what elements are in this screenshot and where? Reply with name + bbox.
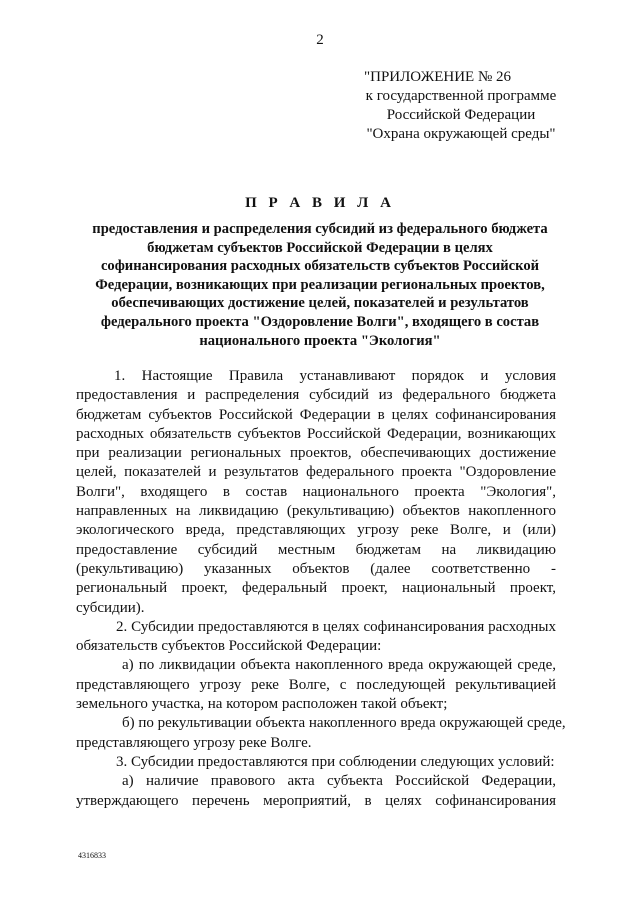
text-line: 2. Субсидии предоставляются в целях софинансирования расходных: [116, 618, 556, 635]
text-line: предоставление субсидий местным бюджетам на ликвидацию: [76, 541, 556, 558]
text-line: а) по ликвидации объекта накопленного вреда окружающей среде,: [122, 657, 556, 674]
item-b: [76, 714, 566, 753]
text-line: целей, показателей и результатов федерального проекта "Оздоровление: [76, 464, 556, 481]
subtitle-line: обеспечивающих достижение целей, показателей и результатов: [111, 295, 529, 312]
text-line: региональный проект, федеральный проект, национальный проект,: [76, 580, 556, 597]
text-line: бюджетам субъектов Российской Федерации в целях софинансирования: [76, 406, 556, 423]
text-line: экологического вреда, представляющих угрозу реке Волге, и (или): [76, 522, 556, 539]
text-line: (рекультивацию) указанных объектов (далее соответственно -: [76, 560, 556, 577]
text-line: при реализации региональных проектов, обеспечивающих достижение: [76, 445, 556, 462]
subtitle-line: Федерации, возникающих при реализации региональных проектов,: [95, 276, 545, 293]
appendix-line: Российской Федерации: [386, 107, 536, 123]
document-code: 4316833: [78, 851, 106, 860]
text-line: 1. Настоящие Правила устанавливают порядок и условия: [114, 368, 556, 384]
document-title: П Р А В И Л А: [245, 195, 395, 211]
text-line: предоставления и распределения субсидий из федерального бюджета: [76, 387, 556, 404]
text-line: 3. Субсидии предоставляются при соблюдении следующих условий:: [116, 753, 555, 770]
document-body: [76, 367, 566, 811]
subtitle-line: национального проекта "Экология": [199, 332, 441, 349]
text-line: расходных обязательств субъектов Российской Федерации, возникающих: [76, 425, 556, 442]
text-line: земельного участка, на котором расположен такой объект;: [76, 696, 448, 713]
text-line: представляющего угрозу реке Волге.: [76, 734, 312, 751]
paragraph-2: [76, 618, 556, 657]
item-a: [76, 656, 556, 714]
appendix-line: "ПРИЛОЖЕНИЕ № 26: [364, 69, 512, 85]
subtitle-line: федерального проекта "Оздоровление Волги", входящего в состав: [100, 313, 540, 330]
text-line: обязательств субъектов Российской Федерации:: [76, 638, 382, 655]
item-3a: [76, 772, 556, 811]
page-number: 2: [316, 32, 324, 48]
text-line: б) по рекультивации объекта накопленного вреда окружающей среде,: [122, 715, 566, 732]
appendix-header: [346, 68, 576, 144]
text-line: направленных на ликвидацию (рекультивацию) объектов накопленного: [76, 503, 556, 520]
appendix-line: "Охрана окружающей среды": [366, 126, 556, 142]
text-line: утверждающего перечень мероприятий, в целях софинансирования: [76, 792, 556, 809]
document-subtitle: [80, 220, 560, 350]
subtitle-line: предоставления и распределения субсидий из федерального бюджета: [92, 221, 548, 237]
text-line: а) наличие правового акта субъекта Российской Федерации,: [122, 773, 556, 790]
text-line: субсидии).: [76, 599, 145, 616]
subtitle-line: софинансирования расходных обязательств субъектов Российской: [100, 258, 540, 275]
subtitle-line: бюджетам субъектов Российской Федерации в целях: [147, 239, 493, 256]
appendix-line: к государственной программе: [365, 88, 557, 104]
paragraph-1: [76, 367, 556, 618]
paragraph-3: [76, 753, 556, 772]
text-line: представляющего угрозу реке Волге, с последующей рекультивацией: [76, 676, 556, 693]
text-line: Волги", входящего в состав национального проекта "Экология",: [76, 483, 556, 500]
